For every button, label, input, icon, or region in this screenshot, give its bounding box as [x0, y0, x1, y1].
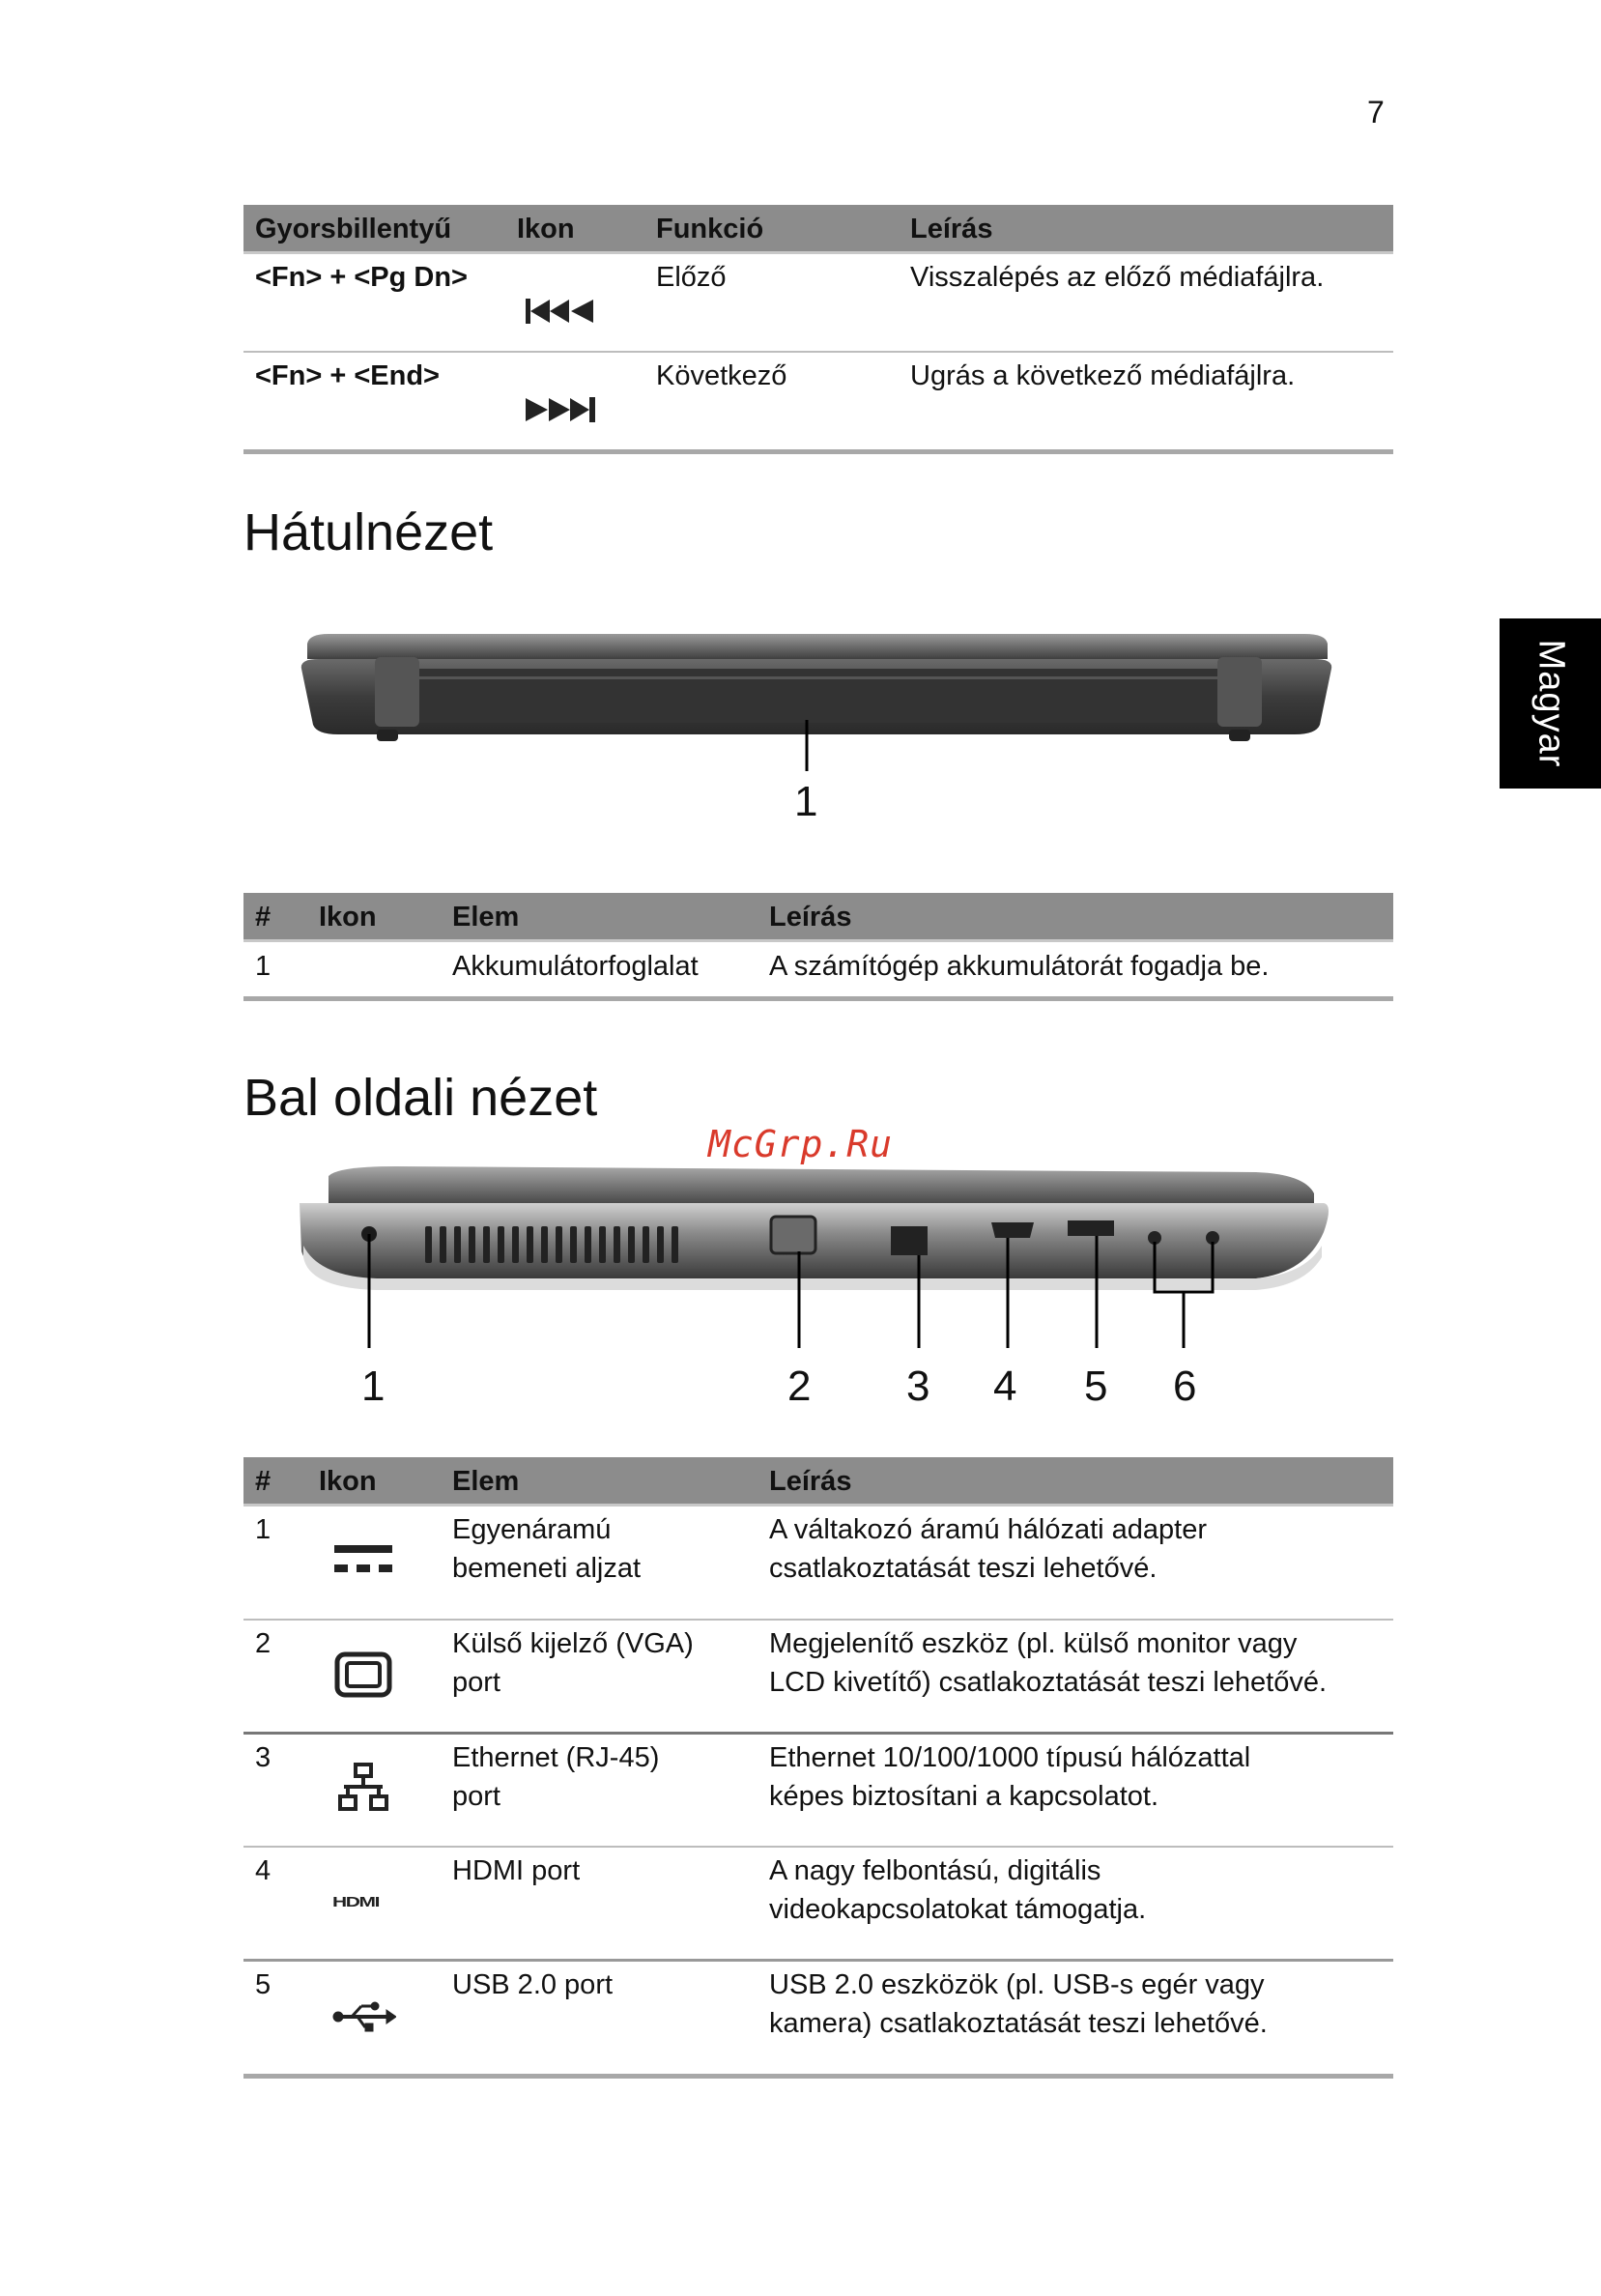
row-description-line1: Ethernet 10/100/1000 típusú hálózattal	[769, 1742, 1251, 1773]
row-number: 3	[255, 1742, 272, 1773]
table-row	[243, 1621, 1393, 1735]
header-icon: Ikon	[319, 902, 377, 933]
header-item: Elem	[452, 1466, 520, 1497]
row-description-line2: videokapcsolatokat támogatja.	[769, 1894, 1147, 1925]
row-item-line2: port	[452, 1781, 500, 1812]
usb-icon	[332, 2000, 396, 2033]
row-item-line1: HDMI port	[452, 1855, 581, 1886]
row-item-line1: USB 2.0 port	[452, 1969, 614, 2000]
rear-callout-1: 1	[794, 778, 818, 825]
hotkey-key: <Fn> + <Pg Dn>	[255, 262, 468, 293]
left-callout-5: 5	[1084, 1363, 1108, 1410]
hotkey-function: Előző	[656, 262, 727, 293]
table-header	[243, 1457, 1393, 1507]
header-hotkey: Gyorsbillentyű	[255, 214, 452, 244]
row-item: Akkumulátorfoglalat	[452, 951, 699, 982]
vga-port-icon	[334, 1651, 392, 1698]
table-row	[243, 1848, 1393, 1962]
left-callout-1: 1	[361, 1363, 386, 1410]
header-description: Leírás	[769, 902, 852, 933]
table-row	[243, 1962, 1393, 2079]
header-description: Leírás	[769, 1466, 852, 1497]
row-description-line1: Megjelenítő eszköz (pl. külső monitor vagy	[769, 1628, 1298, 1659]
row-item-line2: bemeneti aljzat	[452, 1553, 642, 1584]
row-description-line2: képes biztosítani a kapcsolatot.	[769, 1781, 1159, 1812]
row-description-line1: USB 2.0 eszközök (pl. USB-s egér vagy	[769, 1969, 1265, 2000]
rear-view-title: Hátulnézet	[243, 503, 494, 561]
row-description-line2: csatlakoztatását teszi lehetővé.	[769, 1553, 1158, 1584]
row-number: 1	[255, 1514, 272, 1545]
left-view-table	[243, 1457, 1393, 2079]
left-callout-2: 2	[787, 1363, 812, 1410]
page-number: 7	[1367, 95, 1385, 129]
header-description: Leírás	[910, 214, 993, 244]
hdmi-icon: HDMI	[332, 1894, 380, 1910]
table-row	[243, 1507, 1393, 1621]
header-icon: Ikon	[319, 1466, 377, 1497]
header-number: #	[255, 1466, 272, 1497]
table-header	[243, 205, 1393, 254]
row-description-line1: A nagy felbontású, digitális	[769, 1855, 1101, 1886]
language-tab-label: Magyar	[1530, 639, 1571, 768]
row-description: A számítógép akkumulátorát fogadja be.	[769, 951, 1270, 982]
table-row	[243, 353, 1393, 454]
dc-in-icon	[332, 1543, 394, 1576]
row-item-line1: Ethernet (RJ-45)	[452, 1742, 660, 1773]
ethernet-icon	[336, 1762, 390, 1814]
laptop-rear-illustration	[290, 628, 1343, 841]
left-view-title: Bal oldali nézet	[243, 1069, 598, 1127]
header-function: Funkció	[656, 214, 764, 244]
language-tab	[1500, 618, 1601, 789]
left-callout-6: 6	[1173, 1363, 1197, 1410]
hotkey-description: Ugrás a következő médiafájlra.	[910, 360, 1296, 391]
hotkey-key: <Fn> + <End>	[255, 360, 440, 391]
hotkey-function: Következő	[656, 360, 787, 391]
laptop-left-illustration	[280, 1164, 1353, 1416]
previous-track-icon	[524, 297, 597, 326]
left-callout-3: 3	[906, 1363, 930, 1410]
rear-view-table	[243, 893, 1393, 1001]
hotkey-description: Visszalépés az előző médiafájlra.	[910, 262, 1325, 293]
row-description-line2: LCD kivetítő) csatlakoztatását teszi lehetővé.	[769, 1667, 1328, 1698]
table-row	[243, 254, 1393, 353]
row-number: 4	[255, 1855, 272, 1886]
watermark: McGrp.Ru	[708, 1123, 894, 1165]
next-track-icon	[524, 395, 597, 424]
row-description-line2: kamera) csatlakoztatását teszi lehetővé.	[769, 2008, 1268, 2039]
hotkey-table	[243, 205, 1393, 454]
header-item: Elem	[452, 902, 520, 933]
row-item-line1: Külső kijelző (VGA)	[452, 1628, 694, 1659]
row-item-line1: Egyenáramú	[452, 1514, 612, 1545]
row-item-line2: port	[452, 1667, 500, 1698]
header-number: #	[255, 902, 272, 933]
row-number: 1	[255, 951, 272, 982]
table-header	[243, 893, 1393, 942]
row-number: 2	[255, 1628, 272, 1659]
left-callout-4: 4	[993, 1363, 1017, 1410]
row-description-line1: A váltakozó áramú hálózati adapter	[769, 1514, 1207, 1545]
row-number: 5	[255, 1969, 272, 2000]
table-row	[243, 1735, 1393, 1848]
table-row	[243, 942, 1393, 1001]
header-icon: Ikon	[517, 214, 575, 244]
